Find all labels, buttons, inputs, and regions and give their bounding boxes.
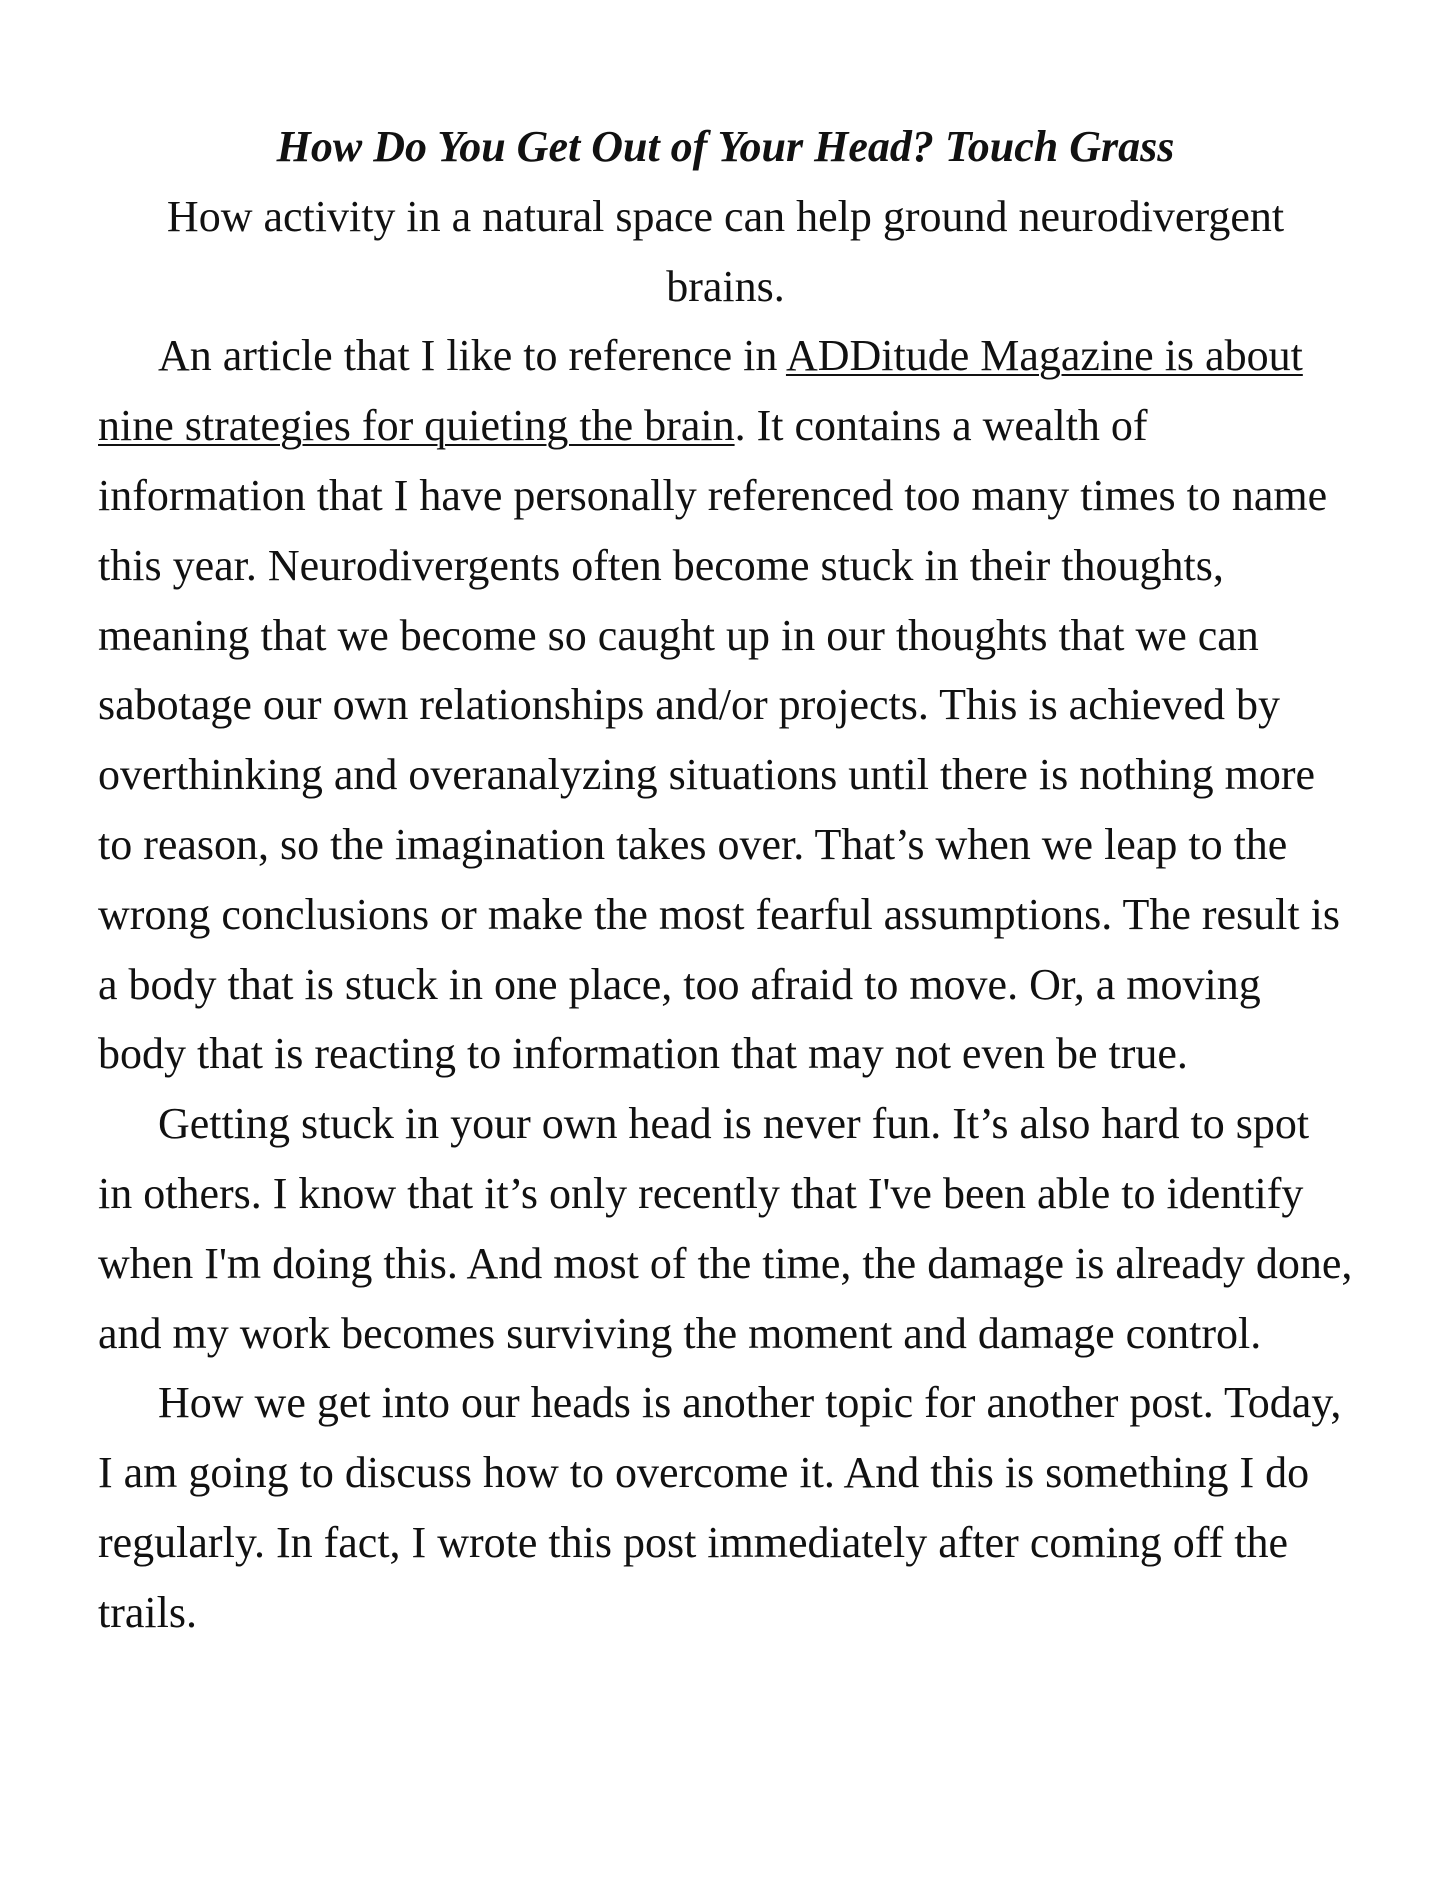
article bbox=[98, 112, 1353, 1648]
article-subtitle: How activity in a natural space can help ground neurodivergent brains. bbox=[166, 191, 1285, 311]
paragraph-3: How we get into our heads is another topic for another post. Today, I am going to discuss how to overcome it. And this is something I do regularly. In fact, I wrote this post immediately after coming off the trails. bbox=[98, 1378, 1342, 1637]
paragraph-2: Getting stuck in your own head is never fun. It’s also hard to spot in others. I know that it’s only recently that I've been able to identify when I'm doing this. And most of the time, the damage is already done, and my work becomes surviving the moment and damage control. bbox=[98, 1099, 1353, 1358]
article-title: How Do You Get Out of Your Head? Touch Grass bbox=[276, 122, 1175, 171]
paragraph-1-text-before: An article that I like to reference in bbox=[158, 331, 786, 381]
paragraph-1 bbox=[98, 321, 1353, 1089]
additude-article-link[interactable]: ADDitude Magazine is about nine strategies for quieting the brain bbox=[98, 331, 1303, 451]
paragraph-1-text-after: . It contains a wealth of information that I have personally referenced too many times to name this year. Neurodivergents often become stuck in their thoughts, meaning that we become so caught up in our thoughts that we can sabotage our own relationships and/or projects. This is achieved by overthinking and overanalyzing situations until there is nothing more to reason, so the imagination takes over. That’s when we leap to the wrong conclusions or make the most fearful assumptions. The result is a body that is stuck in one place, too afraid to move. Or, a moving body that is reacting to information that may not even be true. bbox=[98, 401, 1340, 1079]
